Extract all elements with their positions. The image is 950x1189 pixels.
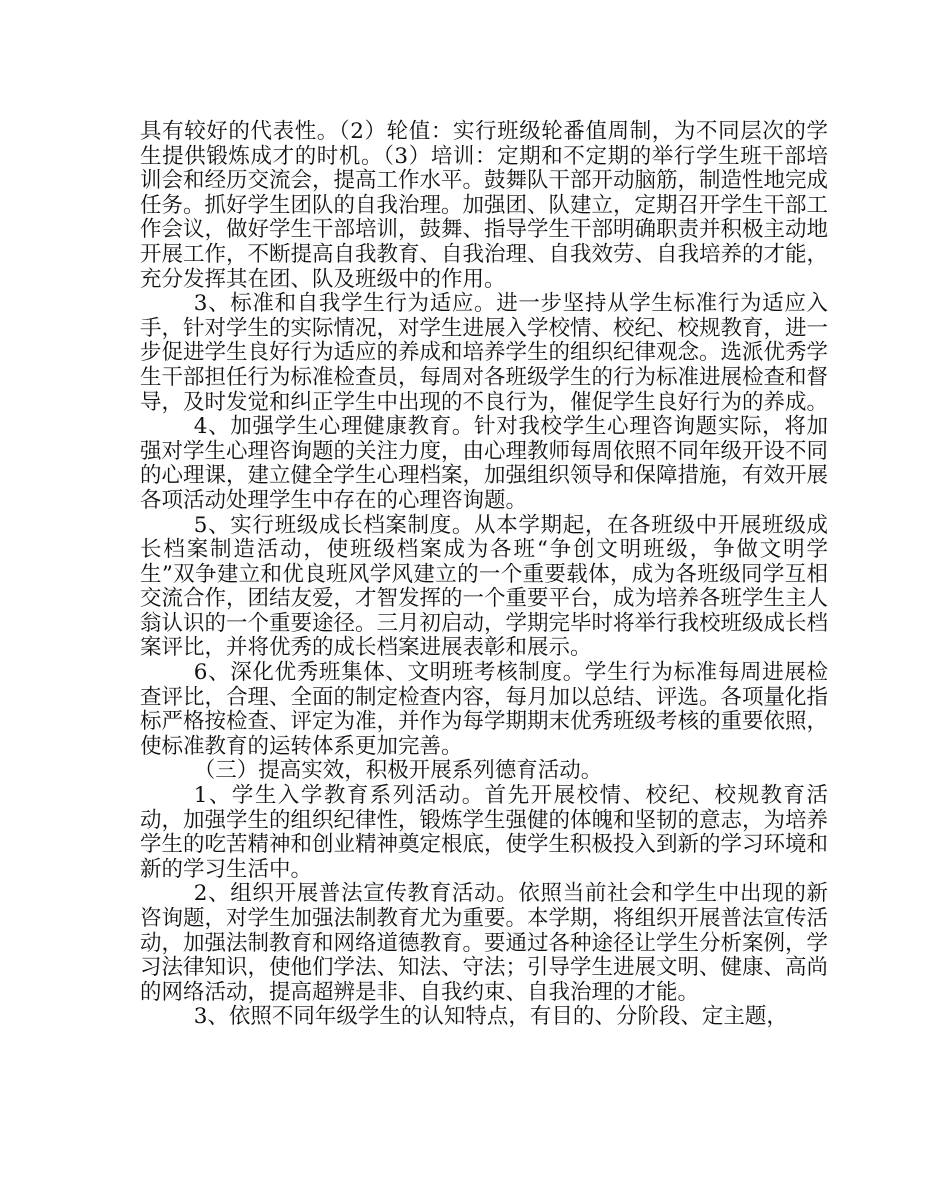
section-heading-moral-activities: （三）提高实效，积极开展系列德育活动。 [193, 758, 603, 784]
paragraph-representative: 具有较好的代表性。（2）轮值：实行班级轮番值周制，为不同层次的学生提供锻炼成才的时机。（3）培训：定期和不定期的举行学生班干部培训会和经历交流会，提高工作水平。鼓舞队干部开动脑筋，制造性地完成任务。抓好学生团队的自我治理。加强团、队建立，定期召开学生干部工作会议，做好学生干部培训，鼓舞、指导学生干部明确职责并积极主动地开展工作，不断提高自我教育、自我治理、自我效劳、自我培养的才能，充分发挥其在团、队及班级中的作用。 [140, 119, 829, 292]
paragraph-grade-characteristics: 3、依照不同年级学生的认知特点，有目的、分阶段、定主题， [193, 1004, 788, 1030]
paragraph-excellent-class-assessment: 6、深化优秀班集体、文明班考核制度。学生行为标准每周进展检查评比，合理、全面的制定检查内容，每月加以总结、评选。各项量化指标严格按检查、评定为准，并作为每学期期末优秀班级考核的重要依照，使标准教育的运转体系更加完善。 [140, 660, 829, 759]
paragraph-class-growth-archive: 5、实行班级成长档案制度。从本学期起，在各班级中开展班级成长档案制造活动，使班级档案成为各班“争创文明班级，争做文明学生”双争建立和优良班风学风建立的一个重要载体，成为各班级同学互相交流合作，团结友爱，才智发挥的一个重要平台，成为培养各班学生主人翁认识的一个重要途径。三月初启动，学期完毕时将举行我校班级成长档案评比，并将优秀的成长档案进展表彰和展示。 [140, 512, 829, 661]
paragraph-mental-health: 4、加强学生心理健康教育。针对我校学生心理咨询题实际，将加强对学生心理咨询题的关注力度，由心理教师每周依照不同年级开设不同的心理课，建立健全学生心理档案，加强组织领导和保障措施，有效开展各项活动处理学生中存在的心理咨询题。 [140, 414, 829, 513]
paragraph-legal-education: 2、组织开展普法宣传教育活动。依照当前社会和学生中出现的新咨询题，对学生加强法制教育尤为重要。本学期，将组织开展普法宣传活动，加强法制教育和网络道德教育。要通过各种途径让学生分析案例，学习法律知识，使他们学法、知法、守法；引导学生进展文明、健康、高尚的网络活动，提高超辨是非、自我约束、自我治理的才能。 [140, 881, 829, 1005]
paragraph-enrollment-education: 1、学生入学教育系列活动。首先开展校情、校纪、校规教育活动，加强学生的组织纪律性，锻炼学生强健的体魄和坚韧的意志，为培养学生的吃苦精神和创业精神奠定根底，使学生积极投入到新的学习环境和新的学习生活中。 [140, 783, 829, 882]
document-page [140, 120, 828, 1030]
paragraph-behavior-habits: 3、标准和自我学生行为适应。进一步坚持从学生标准行为适应入手，针对学生的实际情况，对学生进展入学校情、校纪、校规教育，进一步促进学生良好行为适应的养成和培养学生的组织纪律观念。选派优秀学生干部担任行为标准检查员，每周对各班级学生的行为标准进展检查和督导，及时发觉和纠正学生中出现的不良行为，催促学生良好行为的养成。 [140, 291, 829, 415]
